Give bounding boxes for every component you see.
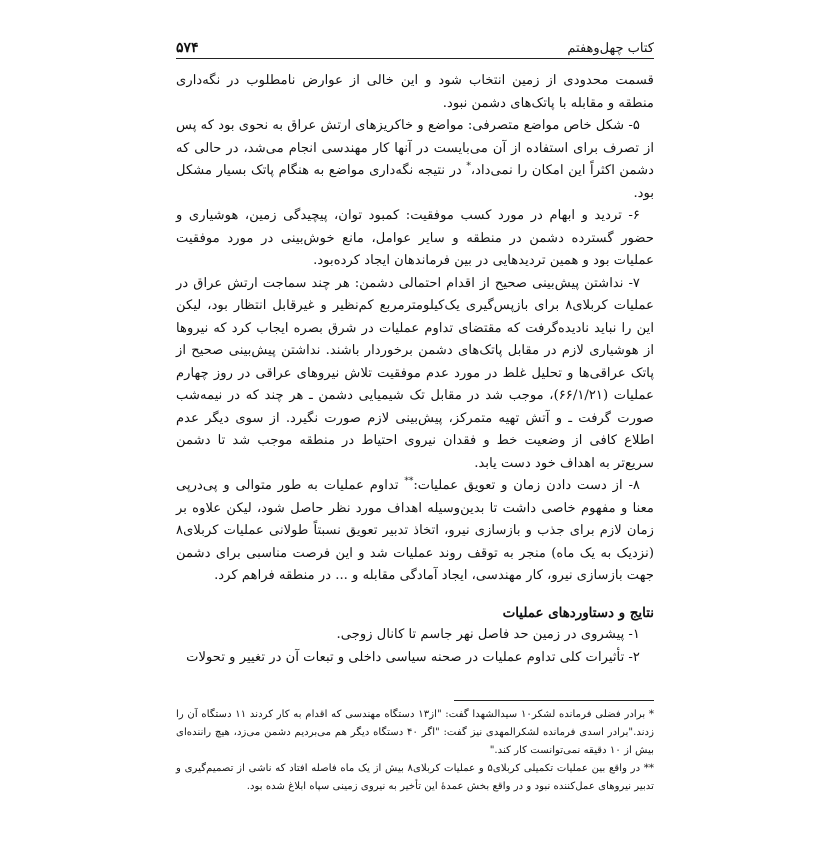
paragraph-item-8-heading: ۸- از دست دادن زمان و تعویق عملیات: [413,478,641,493]
paragraph-item-5-tail: در نتیجه نگه‌داری مواضع به هنگام پاتک بسیار مشکل بود. [176,163,654,201]
footnote-2: ** در واقع بین عملیات تکمیلی کربلای۵ و عملیات کربلای۸ بیش از یک ماه فاصله افتاد که ناشی از تصمیم‌گیری و تدبیر نیروهای عمل‌کننده نبود و در واقع بخش عمدهٔ این تأخیر به نیروی زمینی سپاه ابلاغ شده بود. [176,763,654,792]
paragraph-item-5-text: ۵- شکل خاص مواضع متصرفی: مواضع و خاکریزهای ارتش عراق به نحوی بود که پس از تصرف برای استفاده از آن می‌بایست در آنها کار مهندسی انجام می‌شد، در حالی که دشمن اکثراً این امکان را نمی‌داد، [176,118,655,178]
paragraph-item-6: ۶- تردید و ابهام در مورد کسب موفقیت: کمبود توان، پیچیدگی زمین، هوشیاری و حضور گسترده دشمن در منطقه و سایر عوامل، مانع خوش‌بینی در مورد موفقیت عملیات بود و همین تردیدهایی در بین فرماندهان ایجاد کرده‌بود. [176,208,654,268]
header-rule [176,58,654,59]
results-heading: نتایج و دستاوردهای عملیات [502,604,654,621]
footnote-rule [454,700,654,701]
page-number: ۵۷۴ [176,40,199,56]
results-item-1: ۱- پیشروی در زمین حد فاصل نهر جاسم تا کانال زوجی. [336,627,640,642]
footnote-ref-1: * [466,161,471,172]
paragraph-item-5 [176,115,654,205]
footnote-1: * برادر فضلی فرمانده لشکر۱۰ سیدالشهدا گفت: "از۱۳ دستگاه مهندسی که اقدام به کار کردند ۱۱ دستگاه آن را زدند."برادر اسدی فرمانده لشکرالمهدی نیز گفت: "اگر ۴۰ دستگاه دیگر هم می‌بردیم دشمن می‌زد، هیچ راننده‌ای بیش از ۱۰ دقیقه نمی‌توانست کار کند." [176,709,654,756]
footnote-ref-2: ** [404,476,414,487]
results-item-2: ۲- تأثیرات کلی تداوم عملیات در صحنه سیاسی داخلی و تبعات آن در تغییر و تحولات [186,649,640,665]
paragraph-continuation: قسمت محدودی از زمین انتخاب شود و این خالی از عوارض نامطلوب در نگه‌داری منطقه و مقابله با پاتک‌های دشمن نبود. [176,73,654,111]
paragraph-item-8-text: تداوم عملیات به طور متوالی و پی‌درپی معنا و مفهوم خاصی داشت تا بدین‌وسیله اهداف مورد نظر حاصل شود، لیکن علاوه بر زمان لازم برای جذب و بازسازی نیرو، اتخاذ تدبیر تعویق نسبتاً طولانی عملیات کربلای۸ (نزدیک به یک ماه) منجر به توقف روند عملیات شد و این فرصت مناسبی برای دشمن جهت بازسازی نیرو، کار مهندسی، ایجاد آمادگی مقابله و ... در منطقه فراهم کرد. [176,478,654,583]
paragraph-item-7: ۷- نداشتن پیش‌بینی صحیح از اقدام احتمالی دشمن: هر چند سماجت ارتش عراق در عملیات کربلای۸ برای بازپس‌گیری یک‌کیلومترمربع کم‌نظیر و غیرقابل انتظار بود، لیکن این را نباید نادیده‌گرفت که مقتضای تداوم عملیات در شرق بصره ایجاب کرد که نیروها از هوشیاری لازم در مقابل پاتک‌های دشمن برخوردار باشند. نداشتن پیش‌بینی صحیح از پاتک عراقی‌ها و تحلیل غلط در مورد عدم موفقیت تلاش نیروهای عراقی در روز چهارم عملیات (۶۶/۱/۲۱)، موجب شد در مقابل تک شیمیایی دشمن ـ هر چند که در نیمه‌شب صورت گرفت ـ و آتش تهیه متمرکز، پیش‌بینی لازم صورت نگیرد. از سوی دیگر عدم اطلاع کافی از وضعیت خط و فقدان نیروی احتیاط در منطقه موجب شد تا دشمن سریع‌تر به اهداف خود دست یابد. [176,275,655,471]
page-header [176,34,654,56]
footnotes [176,706,654,796]
main-text [176,70,654,669]
paragraph-item-8 [176,475,654,588]
book-title: کتاب چهل‌وهفتم [567,41,654,56]
